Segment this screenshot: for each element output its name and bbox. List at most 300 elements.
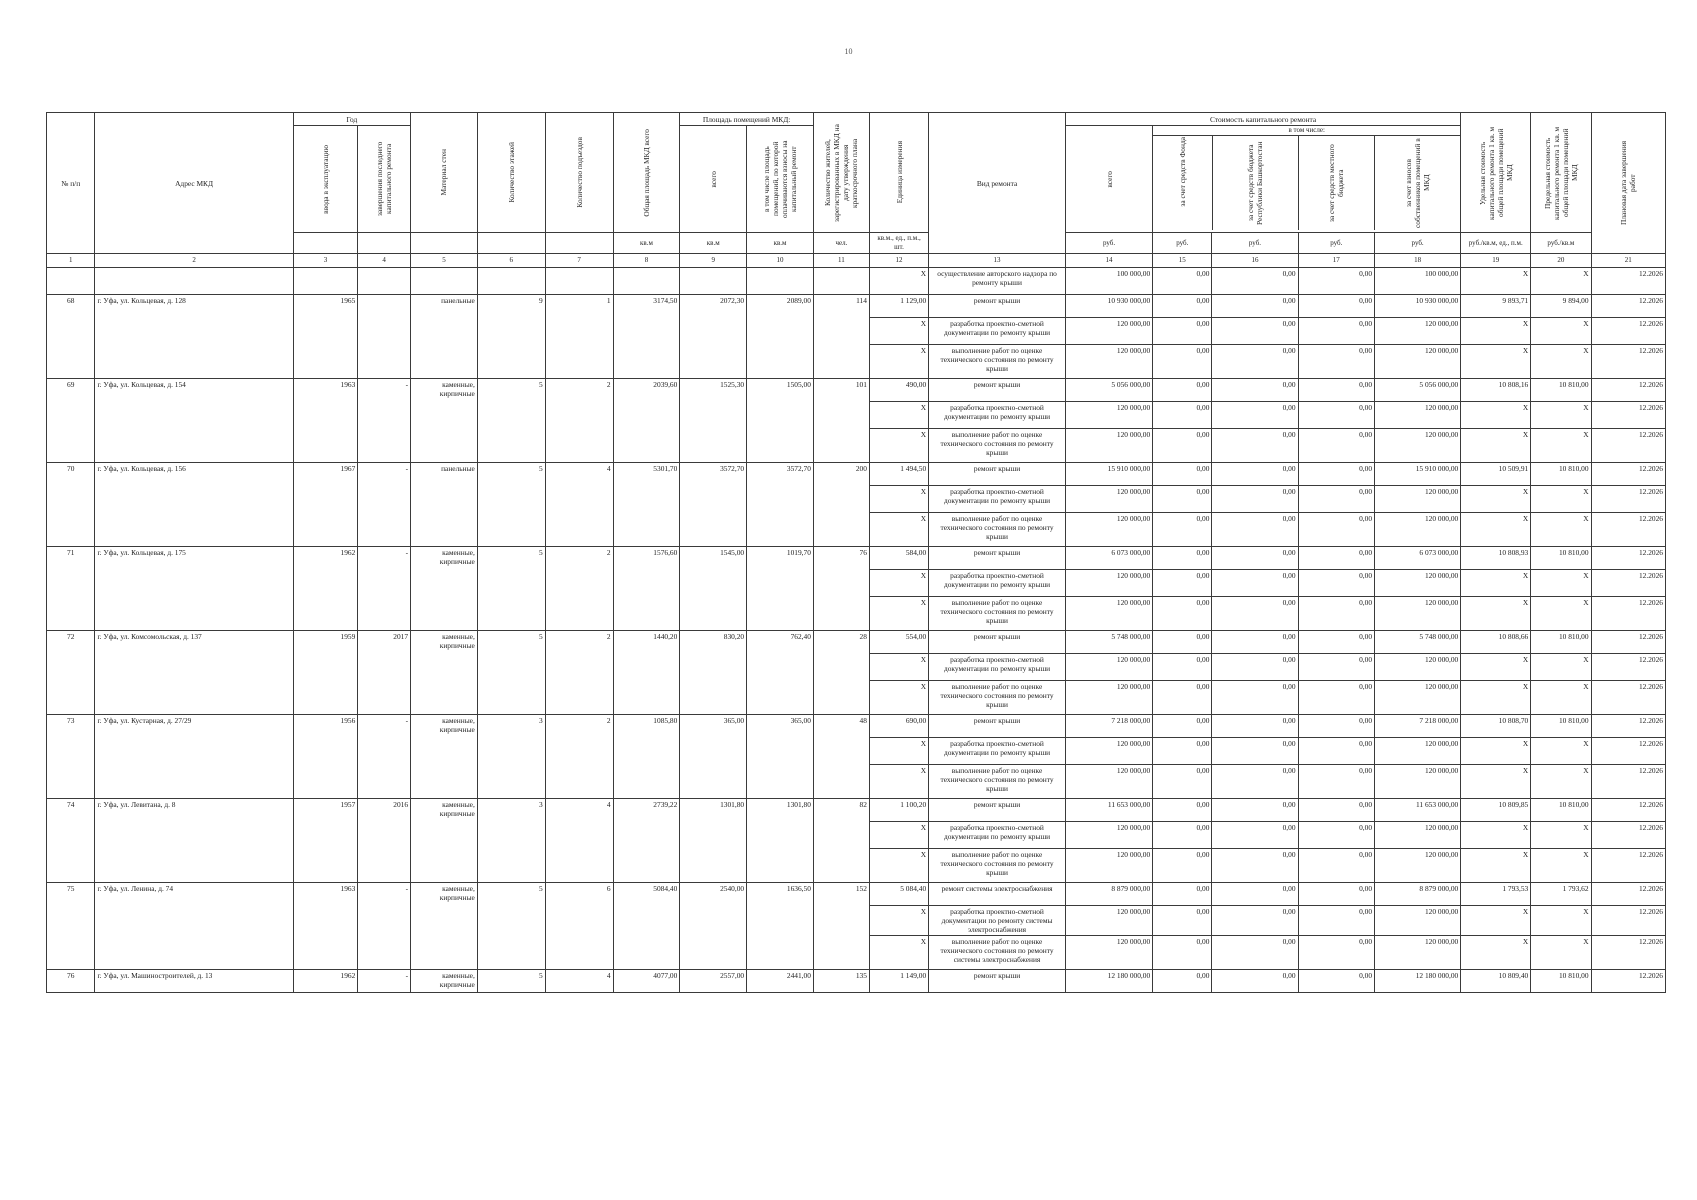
cell-material: каменные, кирпичные xyxy=(411,715,478,799)
cell-floors: 5 xyxy=(477,379,545,463)
cell-max-cost: 10 810,00 xyxy=(1531,970,1591,993)
column-number: 15 xyxy=(1153,254,1212,268)
cell-republic: 0,00 xyxy=(1212,463,1298,486)
unit-cell xyxy=(293,233,358,254)
cell-local: 0,00 xyxy=(1298,486,1374,513)
cell xyxy=(545,268,613,295)
unit-cell xyxy=(358,233,411,254)
cell-max-cost: X xyxy=(1531,597,1591,631)
cell-residents: 82 xyxy=(813,799,869,883)
cell-local: 0,00 xyxy=(1298,883,1374,906)
cell xyxy=(411,268,478,295)
cell-owners: 10 930 000,00 xyxy=(1375,295,1461,318)
cell-entrances: 4 xyxy=(545,799,613,883)
cell xyxy=(477,268,545,295)
cell-unit-cost: X xyxy=(1461,738,1531,765)
cell-area-total: 830,20 xyxy=(680,631,747,715)
cell-owners: 120 000,00 xyxy=(1375,402,1461,429)
cell-fund: 0,00 xyxy=(1153,570,1212,597)
cell-local: 0,00 xyxy=(1298,765,1374,799)
cell-unit-cost: X xyxy=(1461,486,1531,513)
cell-unit-cost: 10 808,66 xyxy=(1461,631,1531,654)
cell-work: выполнение работ по оценке технического состояния по ремонту крыши xyxy=(929,345,1066,379)
cell-fund: 0,00 xyxy=(1153,318,1212,345)
cell-material: каменные, кирпичные xyxy=(411,799,478,883)
cell-republic: 0,00 xyxy=(1212,849,1298,883)
cell-date: 12.2026 xyxy=(1591,765,1665,799)
cell-fund: 0,00 xyxy=(1153,715,1212,738)
cell-qty: X xyxy=(869,906,928,936)
cell-num: 70 xyxy=(47,463,95,547)
table-row xyxy=(47,883,1666,906)
cell xyxy=(613,268,680,295)
cell-qty: 584,00 xyxy=(869,547,928,570)
cell-unit-cost: 10 808,16 xyxy=(1461,379,1531,402)
cell-material: панельные xyxy=(411,463,478,547)
cell-date: 12.2026 xyxy=(1591,597,1665,631)
cell-date: 12.2026 xyxy=(1591,318,1665,345)
cell-residents: 200 xyxy=(813,463,869,547)
header-deadline: Плановая дата завершения работ xyxy=(1591,113,1665,254)
cell-cost-total: 100 000,00 xyxy=(1065,268,1152,295)
cell-cost-total: 120 000,00 xyxy=(1065,936,1152,970)
cell-work: ремонт крыши xyxy=(929,295,1066,318)
cell-local: 0,00 xyxy=(1298,738,1374,765)
cell-unit-cost: X xyxy=(1461,906,1531,936)
cell-address: г. Уфа, ул. Кустарная, д. 27/29 xyxy=(95,715,293,799)
cell-date: 12.2026 xyxy=(1591,883,1665,906)
cell-unit-cost: 10 509,91 xyxy=(1461,463,1531,486)
cell-area-owned: 1636,50 xyxy=(747,883,814,970)
unit-cell: кв.м xyxy=(680,233,747,254)
header-max-cost: Предельная стоимость капитального ремонта 1 кв. м общей площади помещений МКД xyxy=(1531,113,1591,233)
cell-fund: 0,00 xyxy=(1153,654,1212,681)
cell-qty: 1 100,20 xyxy=(869,799,928,822)
cell-cost-total: 120 000,00 xyxy=(1065,429,1152,463)
cell-local: 0,00 xyxy=(1298,429,1374,463)
cell-cost-total: 120 000,00 xyxy=(1065,318,1152,345)
cell-material: каменные, кирпичные xyxy=(411,547,478,631)
cell-work: выполнение работ по оценке технического состояния по ремонту крыши xyxy=(929,849,1066,883)
page-number: 10 xyxy=(844,47,853,56)
cell-area-total: 2557,00 xyxy=(680,970,747,993)
cell-max-cost: X xyxy=(1531,345,1591,379)
cell-work: ремонт крыши xyxy=(929,463,1066,486)
cell-cost-total: 120 000,00 xyxy=(1065,345,1152,379)
cell-republic: 0,00 xyxy=(1212,970,1298,993)
cell-owners: 120 000,00 xyxy=(1375,345,1461,379)
cell-local: 0,00 xyxy=(1298,822,1374,849)
unit-cell: руб./кв.м, ед., п.м. xyxy=(1461,233,1531,254)
header-cost-sub: в том числе: xyxy=(1153,126,1460,136)
cell-repair-year xyxy=(358,295,411,379)
header-entrances: Количество подъездов xyxy=(545,113,613,233)
cell-republic: 0,00 xyxy=(1212,318,1298,345)
cell-qty: 490,00 xyxy=(869,379,928,402)
cell-entrances: 4 xyxy=(545,970,613,993)
cell-work: выполнение работ по оценке технического состояния по ремонту системы электроснабжения xyxy=(929,936,1066,970)
cell-floors: 5 xyxy=(477,463,545,547)
header-floors: Количество этажей xyxy=(477,113,545,233)
cell-date: 12.2026 xyxy=(1591,268,1665,295)
cell-unit-cost: X xyxy=(1461,513,1531,547)
cell-owners: 120 000,00 xyxy=(1375,906,1461,936)
cell-date: 12.2026 xyxy=(1591,429,1665,463)
cell-date: 12.2026 xyxy=(1591,379,1665,402)
cell-work: выполнение работ по оценке технического состояния по ремонту крыши xyxy=(929,681,1066,715)
cell xyxy=(747,268,814,295)
cell-qty: X xyxy=(869,268,928,295)
header-cost-sub-group xyxy=(1153,126,1461,233)
cell-year: 1963 xyxy=(293,379,358,463)
cell-year: 1959 xyxy=(293,631,358,715)
cell-local: 0,00 xyxy=(1298,463,1374,486)
cell-qty: X xyxy=(869,429,928,463)
cell-max-cost: X xyxy=(1531,486,1591,513)
cell-unit-cost: X xyxy=(1461,318,1531,345)
cell-area-total: 2072,30 xyxy=(680,295,747,379)
cell-local: 0,00 xyxy=(1298,631,1374,654)
cell-fund: 0,00 xyxy=(1153,295,1212,318)
cell-area-owned: 1019,70 xyxy=(747,547,814,631)
header-cost-republic: за счет средств бюджета Республики Башкортостан xyxy=(1212,136,1298,230)
cell-date: 12.2026 xyxy=(1591,715,1665,738)
cell-fund: 0,00 xyxy=(1153,429,1212,463)
column-number: 17 xyxy=(1298,254,1374,268)
cell-republic: 0,00 xyxy=(1212,906,1298,936)
cell-work: ремонт крыши xyxy=(929,631,1066,654)
cell-unit-cost: X xyxy=(1461,681,1531,715)
cell-num: 71 xyxy=(47,547,95,631)
cell-fund: 0,00 xyxy=(1153,822,1212,849)
cell-cost-total: 10 930 000,00 xyxy=(1065,295,1152,318)
cell-work: осуществление авторского надзора по ремонту крыши xyxy=(929,268,1066,295)
cell xyxy=(680,268,747,295)
column-number: 18 xyxy=(1375,254,1461,268)
header-repair-type: Вид ремонта xyxy=(929,113,1066,254)
header-address: Адрес МКД xyxy=(95,113,293,254)
cell-work: выполнение работ по оценке технического состояния по ремонту крыши xyxy=(929,513,1066,547)
table-row xyxy=(47,379,1666,402)
cell-max-cost: 10 810,00 xyxy=(1531,547,1591,570)
cell-max-cost: 1 793,62 xyxy=(1531,883,1591,906)
table-row xyxy=(47,463,1666,486)
cell-area-total: 365,00 xyxy=(680,715,747,799)
cell-date: 12.2026 xyxy=(1591,849,1665,883)
cell-cost-total: 120 000,00 xyxy=(1065,570,1152,597)
cell-floors: 3 xyxy=(477,715,545,799)
cell-entrances: 6 xyxy=(545,883,613,970)
cell-qty: 1 494,50 xyxy=(869,463,928,486)
cell-local: 0,00 xyxy=(1298,849,1374,883)
cell-date: 12.2026 xyxy=(1591,631,1665,654)
cell-qty: X xyxy=(869,486,928,513)
cell-entrances: 2 xyxy=(545,379,613,463)
cell-max-cost: 10 810,00 xyxy=(1531,463,1591,486)
cell-year: 1965 xyxy=(293,295,358,379)
cell-owners: 8 879 000,00 xyxy=(1375,883,1461,906)
cell-qty: X xyxy=(869,738,928,765)
cell-owners: 120 000,00 xyxy=(1375,318,1461,345)
cell-entrances: 2 xyxy=(545,631,613,715)
cell-address: г. Уфа, ул. Кольцевая, д. 175 xyxy=(95,547,293,631)
cell-work: выполнение работ по оценке технического состояния по ремонту крыши xyxy=(929,429,1066,463)
cell-residents: 28 xyxy=(813,631,869,715)
cell-area-total: 2540,00 xyxy=(680,883,747,970)
column-number: 9 xyxy=(680,254,747,268)
cell-num: 76 xyxy=(47,970,95,993)
cell-fund: 0,00 xyxy=(1153,486,1212,513)
cell-date: 12.2026 xyxy=(1591,547,1665,570)
cell-repair-year: - xyxy=(358,970,411,993)
cell-work: разработка проектно-сметной документации по ремонту крыши xyxy=(929,402,1066,429)
cell-work: выполнение работ по оценке технического состояния по ремонту крыши xyxy=(929,765,1066,799)
cell-floors: 9 xyxy=(477,295,545,379)
header-wall-material: Материал стен xyxy=(411,113,478,233)
cell-republic: 0,00 xyxy=(1212,379,1298,402)
table-row xyxy=(47,970,1666,993)
cell-date: 12.2026 xyxy=(1591,486,1665,513)
cell-date: 12.2026 xyxy=(1591,936,1665,970)
cell-area: 1085,80 xyxy=(613,715,680,799)
cell-area-total: 3572,70 xyxy=(680,463,747,547)
cell-local: 0,00 xyxy=(1298,970,1374,993)
cell-unit-cost: 10 808,93 xyxy=(1461,547,1531,570)
cell-max-cost: 10 810,00 xyxy=(1531,715,1591,738)
cell-fund: 0,00 xyxy=(1153,547,1212,570)
unit-cell: кв.м xyxy=(613,233,680,254)
cell-area-owned: 1301,80 xyxy=(747,799,814,883)
cell-max-cost: 10 810,00 xyxy=(1531,379,1591,402)
cell xyxy=(358,268,411,295)
cell-num: 74 xyxy=(47,799,95,883)
cell-residents: 135 xyxy=(813,970,869,993)
cell-republic: 0,00 xyxy=(1212,715,1298,738)
cell-residents: 152 xyxy=(813,883,869,970)
cell-owners: 120 000,00 xyxy=(1375,849,1461,883)
column-number: 16 xyxy=(1212,254,1298,268)
cell xyxy=(813,268,869,295)
cell-owners: 120 000,00 xyxy=(1375,765,1461,799)
cell-fund: 0,00 xyxy=(1153,936,1212,970)
cell-area: 5084,40 xyxy=(613,883,680,970)
cell-cost-total: 8 879 000,00 xyxy=(1065,883,1152,906)
cell-cost-total: 120 000,00 xyxy=(1065,597,1152,631)
header-year-commission: ввода в эксплуатацию xyxy=(293,126,358,233)
cell-date: 12.2026 xyxy=(1591,738,1665,765)
cell-qty: 1 149,00 xyxy=(869,970,928,993)
cell-republic: 0,00 xyxy=(1212,738,1298,765)
cell-qty: X xyxy=(869,597,928,631)
cell-unit-cost: 10 809,85 xyxy=(1461,799,1531,822)
cell-address: г. Уфа, ул. Ленина, д. 74 xyxy=(95,883,293,970)
header-residents: Количество жителей, зарегистрированных в МКД на дату утверждения краткосрочного плана xyxy=(813,113,869,233)
cell-material: каменные, кирпичные xyxy=(411,883,478,970)
cell-area-total: 1545,00 xyxy=(680,547,747,631)
cell-area: 1440,20 xyxy=(613,631,680,715)
table-row-carry xyxy=(47,268,1666,295)
cell-qty: X xyxy=(869,849,928,883)
cell-max-cost: X xyxy=(1531,936,1591,970)
cell-unit-cost: X xyxy=(1461,429,1531,463)
cell-local: 0,00 xyxy=(1298,295,1374,318)
cell-unit-cost: 10 808,70 xyxy=(1461,715,1531,738)
cell-area-owned: 365,00 xyxy=(747,715,814,799)
cell-max-cost: X xyxy=(1531,402,1591,429)
cell-work: ремонт крыши xyxy=(929,970,1066,993)
cell-area: 2739,22 xyxy=(613,799,680,883)
column-number: 1 xyxy=(47,254,95,268)
cell-owners: 120 000,00 xyxy=(1375,822,1461,849)
cell-entrances: 1 xyxy=(545,295,613,379)
cell-repair-year: - xyxy=(358,547,411,631)
cell-owners: 100 000,00 xyxy=(1375,268,1461,295)
cell-cost-total: 120 000,00 xyxy=(1065,402,1152,429)
cell-local: 0,00 xyxy=(1298,318,1374,345)
cell-owners: 5 056 000,00 xyxy=(1375,379,1461,402)
unit-cell xyxy=(411,233,478,254)
cell-local: 0,00 xyxy=(1298,345,1374,379)
cell-owners: 120 000,00 xyxy=(1375,570,1461,597)
header-year-repair: завершения последнего капитального ремонта xyxy=(358,126,411,233)
cell-republic: 0,00 xyxy=(1212,654,1298,681)
cell-max-cost: X xyxy=(1531,268,1591,295)
cell-republic: 0,00 xyxy=(1212,631,1298,654)
cell-max-cost: X xyxy=(1531,822,1591,849)
cell-fund: 0,00 xyxy=(1153,345,1212,379)
header-area-total: всего xyxy=(680,126,747,233)
unit-cell: руб./кв.м xyxy=(1531,233,1591,254)
cell-work: разработка проектно-сметной документации по ремонту крыши xyxy=(929,486,1066,513)
unit-cell: чел. xyxy=(813,233,869,254)
cell-repair-year: 2017 xyxy=(358,631,411,715)
cell xyxy=(47,268,95,295)
cell-area-owned: 762,40 xyxy=(747,631,814,715)
column-number: 14 xyxy=(1065,254,1152,268)
cell-unit-cost: X xyxy=(1461,849,1531,883)
column-numbers-row xyxy=(47,254,1666,268)
cell-cost-total: 12 180 000,00 xyxy=(1065,970,1152,993)
cell-date: 12.2026 xyxy=(1591,970,1665,993)
cell-max-cost: X xyxy=(1531,738,1591,765)
column-number: 4 xyxy=(358,254,411,268)
cell-cost-total: 120 000,00 xyxy=(1065,513,1152,547)
cell-floors: 5 xyxy=(477,970,545,993)
cell-cost-total: 120 000,00 xyxy=(1065,681,1152,715)
cell-date: 12.2026 xyxy=(1591,822,1665,849)
cell-owners: 120 000,00 xyxy=(1375,738,1461,765)
cell-num: 75 xyxy=(47,883,95,970)
cell-unit-cost: X xyxy=(1461,268,1531,295)
cell-max-cost: X xyxy=(1531,849,1591,883)
cell-qty: X xyxy=(869,345,928,379)
cell-republic: 0,00 xyxy=(1212,547,1298,570)
cell-fund: 0,00 xyxy=(1153,738,1212,765)
cell-republic: 0,00 xyxy=(1212,681,1298,715)
table-row xyxy=(47,547,1666,570)
cell-cost-total: 6 073 000,00 xyxy=(1065,547,1152,570)
cell-republic: 0,00 xyxy=(1212,822,1298,849)
cell-qty: X xyxy=(869,570,928,597)
cell-address: г. Уфа, ул. Кольцевая, д. 128 xyxy=(95,295,293,379)
cell-address: г. Уфа, ул. Левитана, д. 8 xyxy=(95,799,293,883)
unit-cell xyxy=(477,233,545,254)
cell-num: 72 xyxy=(47,631,95,715)
cell-area: 3174,50 xyxy=(613,295,680,379)
unit-cell: руб. xyxy=(1212,233,1298,254)
cell-year: 1962 xyxy=(293,970,358,993)
cell-floors: 5 xyxy=(477,883,545,970)
unit-cell: руб. xyxy=(1065,233,1152,254)
cell-cost-total: 5 056 000,00 xyxy=(1065,379,1152,402)
cell-date: 12.2026 xyxy=(1591,799,1665,822)
cell-local: 0,00 xyxy=(1298,681,1374,715)
cell-area: 1576,60 xyxy=(613,547,680,631)
cell-local: 0,00 xyxy=(1298,597,1374,631)
cell-repair-year: - xyxy=(358,463,411,547)
cell-fund: 0,00 xyxy=(1153,765,1212,799)
cell-unit-cost: X xyxy=(1461,654,1531,681)
cell-year: 1963 xyxy=(293,883,358,970)
cell-repair-year: - xyxy=(358,379,411,463)
cell-work: выполнение работ по оценке технического состояния по ремонту крыши xyxy=(929,597,1066,631)
cell-republic: 0,00 xyxy=(1212,268,1298,295)
cell-owners: 120 000,00 xyxy=(1375,513,1461,547)
cell-material: каменные, кирпичные xyxy=(411,970,478,993)
table-row xyxy=(47,631,1666,654)
table-row xyxy=(47,799,1666,822)
cell-work: ремонт крыши xyxy=(929,799,1066,822)
cell-entrances: 2 xyxy=(545,547,613,631)
cell-floors: 3 xyxy=(477,799,545,883)
unit-cell xyxy=(545,233,613,254)
cell-material: каменные, кирпичные xyxy=(411,379,478,463)
cell-work: разработка проектно-сметной документации по ремонту крыши xyxy=(929,318,1066,345)
cell-address: г. Уфа, ул. Кольцевая, д. 154 xyxy=(95,379,293,463)
cell-owners: 12 180 000,00 xyxy=(1375,970,1461,993)
cell-date: 12.2026 xyxy=(1591,402,1665,429)
cell-work: разработка проектно-сметной документации по ремонту крыши xyxy=(929,822,1066,849)
cell-local: 0,00 xyxy=(1298,513,1374,547)
cell-fund: 0,00 xyxy=(1153,970,1212,993)
cell-qty: X xyxy=(869,681,928,715)
cell-entrances: 4 xyxy=(545,463,613,547)
cell-qty: X xyxy=(869,402,928,429)
cell-owners: 120 000,00 xyxy=(1375,681,1461,715)
unit-cell: руб. xyxy=(1375,233,1461,254)
cell-address: г. Уфа, ул. Машиностроителей, д. 13 xyxy=(95,970,293,993)
cell-owners: 15 910 000,00 xyxy=(1375,463,1461,486)
cell-date: 12.2026 xyxy=(1591,570,1665,597)
cell-floors: 5 xyxy=(477,547,545,631)
column-number: 5 xyxy=(411,254,478,268)
cell-residents: 101 xyxy=(813,379,869,463)
unit-cell: руб. xyxy=(1153,233,1212,254)
header-total-area: Общая площадь МКД всего xyxy=(613,113,680,233)
column-number: 10 xyxy=(747,254,814,268)
cell-max-cost: X xyxy=(1531,906,1591,936)
cell-local: 0,00 xyxy=(1298,268,1374,295)
cell-republic: 0,00 xyxy=(1212,799,1298,822)
cell-cost-total: 120 000,00 xyxy=(1065,765,1152,799)
cell-area-total: 1301,80 xyxy=(680,799,747,883)
cell-owners: 11 653 000,00 xyxy=(1375,799,1461,822)
cell-fund: 0,00 xyxy=(1153,883,1212,906)
cell-qty: 1 129,00 xyxy=(869,295,928,318)
cell-fund: 0,00 xyxy=(1153,513,1212,547)
cell-qty: X xyxy=(869,765,928,799)
cell-num: 73 xyxy=(47,715,95,799)
